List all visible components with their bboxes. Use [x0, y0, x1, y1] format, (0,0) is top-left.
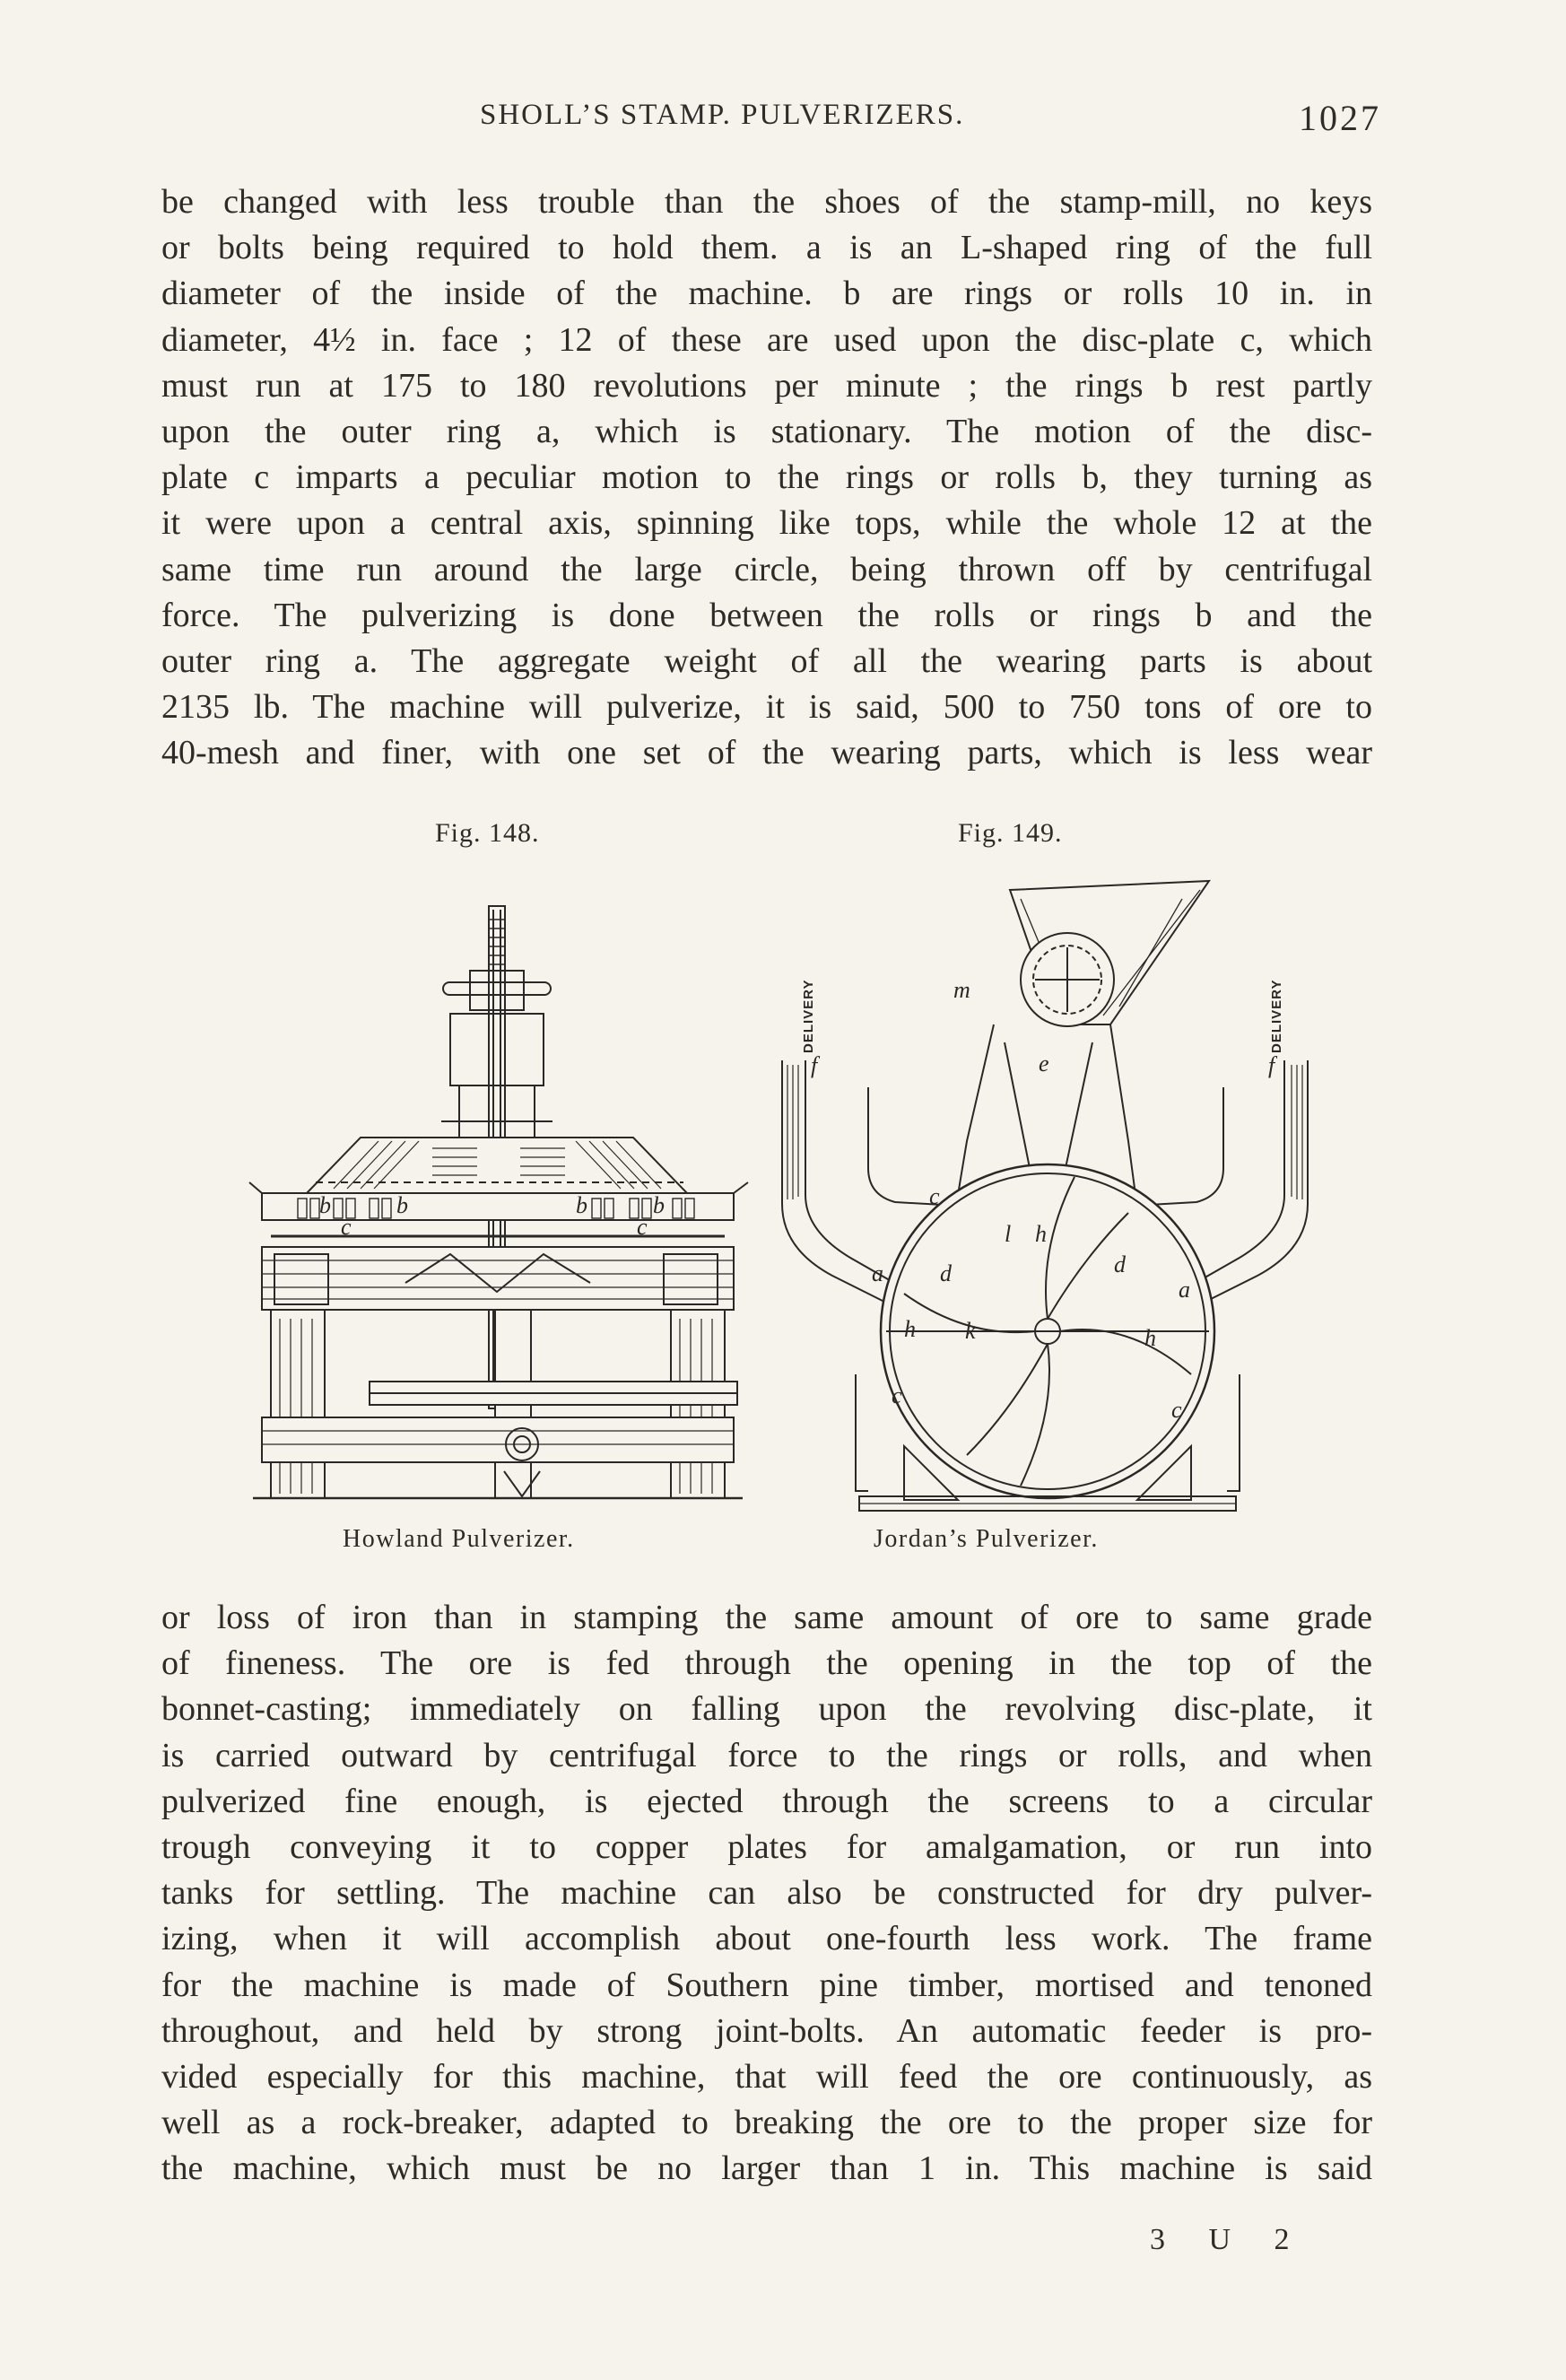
fig149-label-h: h — [1144, 1325, 1156, 1351]
text-line: outer ring a. The aggregate weight of all the wearing parts is about — [161, 641, 1372, 680]
fig149-label-a: a — [872, 1260, 883, 1286]
text-line: is carried outward by centrifugal force to the rings or rolls, and when — [161, 1736, 1372, 1774]
fig149-label-m: m — [953, 977, 970, 1003]
text-line: tanks for settling. The machine can also be constructed for dry pulver- — [161, 1874, 1372, 1913]
fig149-label-c: c — [929, 1183, 940, 1209]
fig149-label-c: c — [892, 1382, 902, 1408]
text-line: for the machine is made of Southern pine timber, mortised and tenoned — [161, 1966, 1372, 2004]
fig148-label-b: b — [576, 1192, 587, 1218]
figure-148-label: Fig. 148. — [435, 818, 540, 848]
text-line: same time run around the large circle, being thrown off by centrifugal — [161, 550, 1372, 588]
fig148-label-c: c — [637, 1214, 648, 1240]
text-line: must run at 175 to 180 revolutions per minute ; the rings b rest partly — [161, 366, 1372, 405]
text-line: be changed with less trouble than the shoes of the stamp-mill, no keys — [161, 183, 1372, 221]
fig149-label-h: h — [1035, 1221, 1047, 1247]
text-line: or loss of iron than in stamping the same amount of ore to same grade — [161, 1599, 1372, 1636]
fig149-label-d: d — [940, 1260, 952, 1286]
text-line: the machine, which must be no larger than 1 in. This machine is said — [161, 2149, 1372, 2188]
figure-149-label: Fig. 149. — [958, 818, 1063, 848]
paragraph-bottom — [161, 1595, 1372, 2192]
fig149-label-f: f — [811, 1052, 818, 1078]
text-line: upon the outer ring a, which is stationary. The motion of the disc- — [161, 412, 1372, 450]
fig149-delivery-right: DELIVERY — [1269, 979, 1284, 1053]
text-line: pulverized fine enough, is ejected through the screens to a circular — [161, 1782, 1372, 1820]
fig149-label-d: d — [1114, 1251, 1126, 1277]
text-line: 40-mesh and finer, with one set of the wearing parts, which is less wear — [161, 734, 1372, 772]
text-line: force. The pulverizing is done between the rolls or rings b and the — [161, 596, 1372, 634]
fig149-label-h: h — [904, 1316, 916, 1342]
running-head — [161, 97, 1381, 147]
signature-mark: 3 U 2 — [1150, 2223, 1308, 2256]
fig149-label-k: k — [965, 1318, 976, 1344]
fig148-label-b: b — [396, 1192, 408, 1218]
text-line: vided especially for this machine, that will feed the ore continuously, as — [161, 2057, 1372, 2096]
running-title: SHOLL’S STAMP. PULVERIZERS. — [480, 99, 965, 131]
fig148-label-b: b — [653, 1192, 665, 1218]
fig149-label-e: e — [1039, 1051, 1049, 1077]
text-line: or bolts being required to hold them. a is an L-shaped ring of the full — [161, 229, 1372, 267]
text-line: of fineness. The ore is fed through the opening in the top of the — [161, 1644, 1372, 1683]
text-line: diameter, 4½ in. face ; 12 of these are used upon the disc-plate c, which — [161, 320, 1372, 359]
fig148-label-c: c — [341, 1214, 352, 1240]
fig149-label-l: l — [1005, 1221, 1012, 1247]
text-line: bonnet-casting; immediately on falling upon the revolving disc-plate, it — [161, 1690, 1372, 1729]
text-line: throughout, and held by strong joint-bolts. An automatic feeder is pro- — [161, 2011, 1372, 2050]
text-line: trough conveying it to copper plates for amalgamation, or run into — [161, 1827, 1372, 1866]
text-line: izing, when it will accomplish about one-fourth less work. The frame — [161, 1920, 1372, 1958]
jordans-pulverizer-illustration — [770, 872, 1322, 1518]
text-line: diameter of the inside of the machine. b are rings or rolls 10 in. in — [161, 275, 1372, 313]
page-number: 1027 — [1299, 98, 1381, 138]
figure-149-caption: Jordan’s Pulverizer. — [874, 1525, 1099, 1553]
howland-pulverizer-illustration — [235, 897, 764, 1516]
fig149-label-c: c — [1171, 1397, 1182, 1423]
text-line: plate c imparts a peculiar motion to the rings or rolls b, they turning as — [161, 458, 1372, 497]
fig149-delivery-left: DELIVERY — [801, 979, 816, 1053]
text-line: 2135 lb. The machine will pulverize, it is said, 500 to 750 tons of ore to — [161, 688, 1372, 727]
text-line: it were upon a central axis, spinning like tops, while the whole 12 at the — [161, 504, 1372, 543]
paragraph-top — [161, 179, 1372, 776]
fig149-label-f: f — [1268, 1052, 1275, 1078]
figure-148-caption: Howland Pulverizer. — [343, 1525, 575, 1553]
text-line: well as a rock-breaker, adapted to breaking the ore to the proper size for — [161, 2104, 1372, 2142]
fig148-label-b: b — [319, 1192, 331, 1218]
fig149-label-a: a — [1179, 1277, 1190, 1303]
